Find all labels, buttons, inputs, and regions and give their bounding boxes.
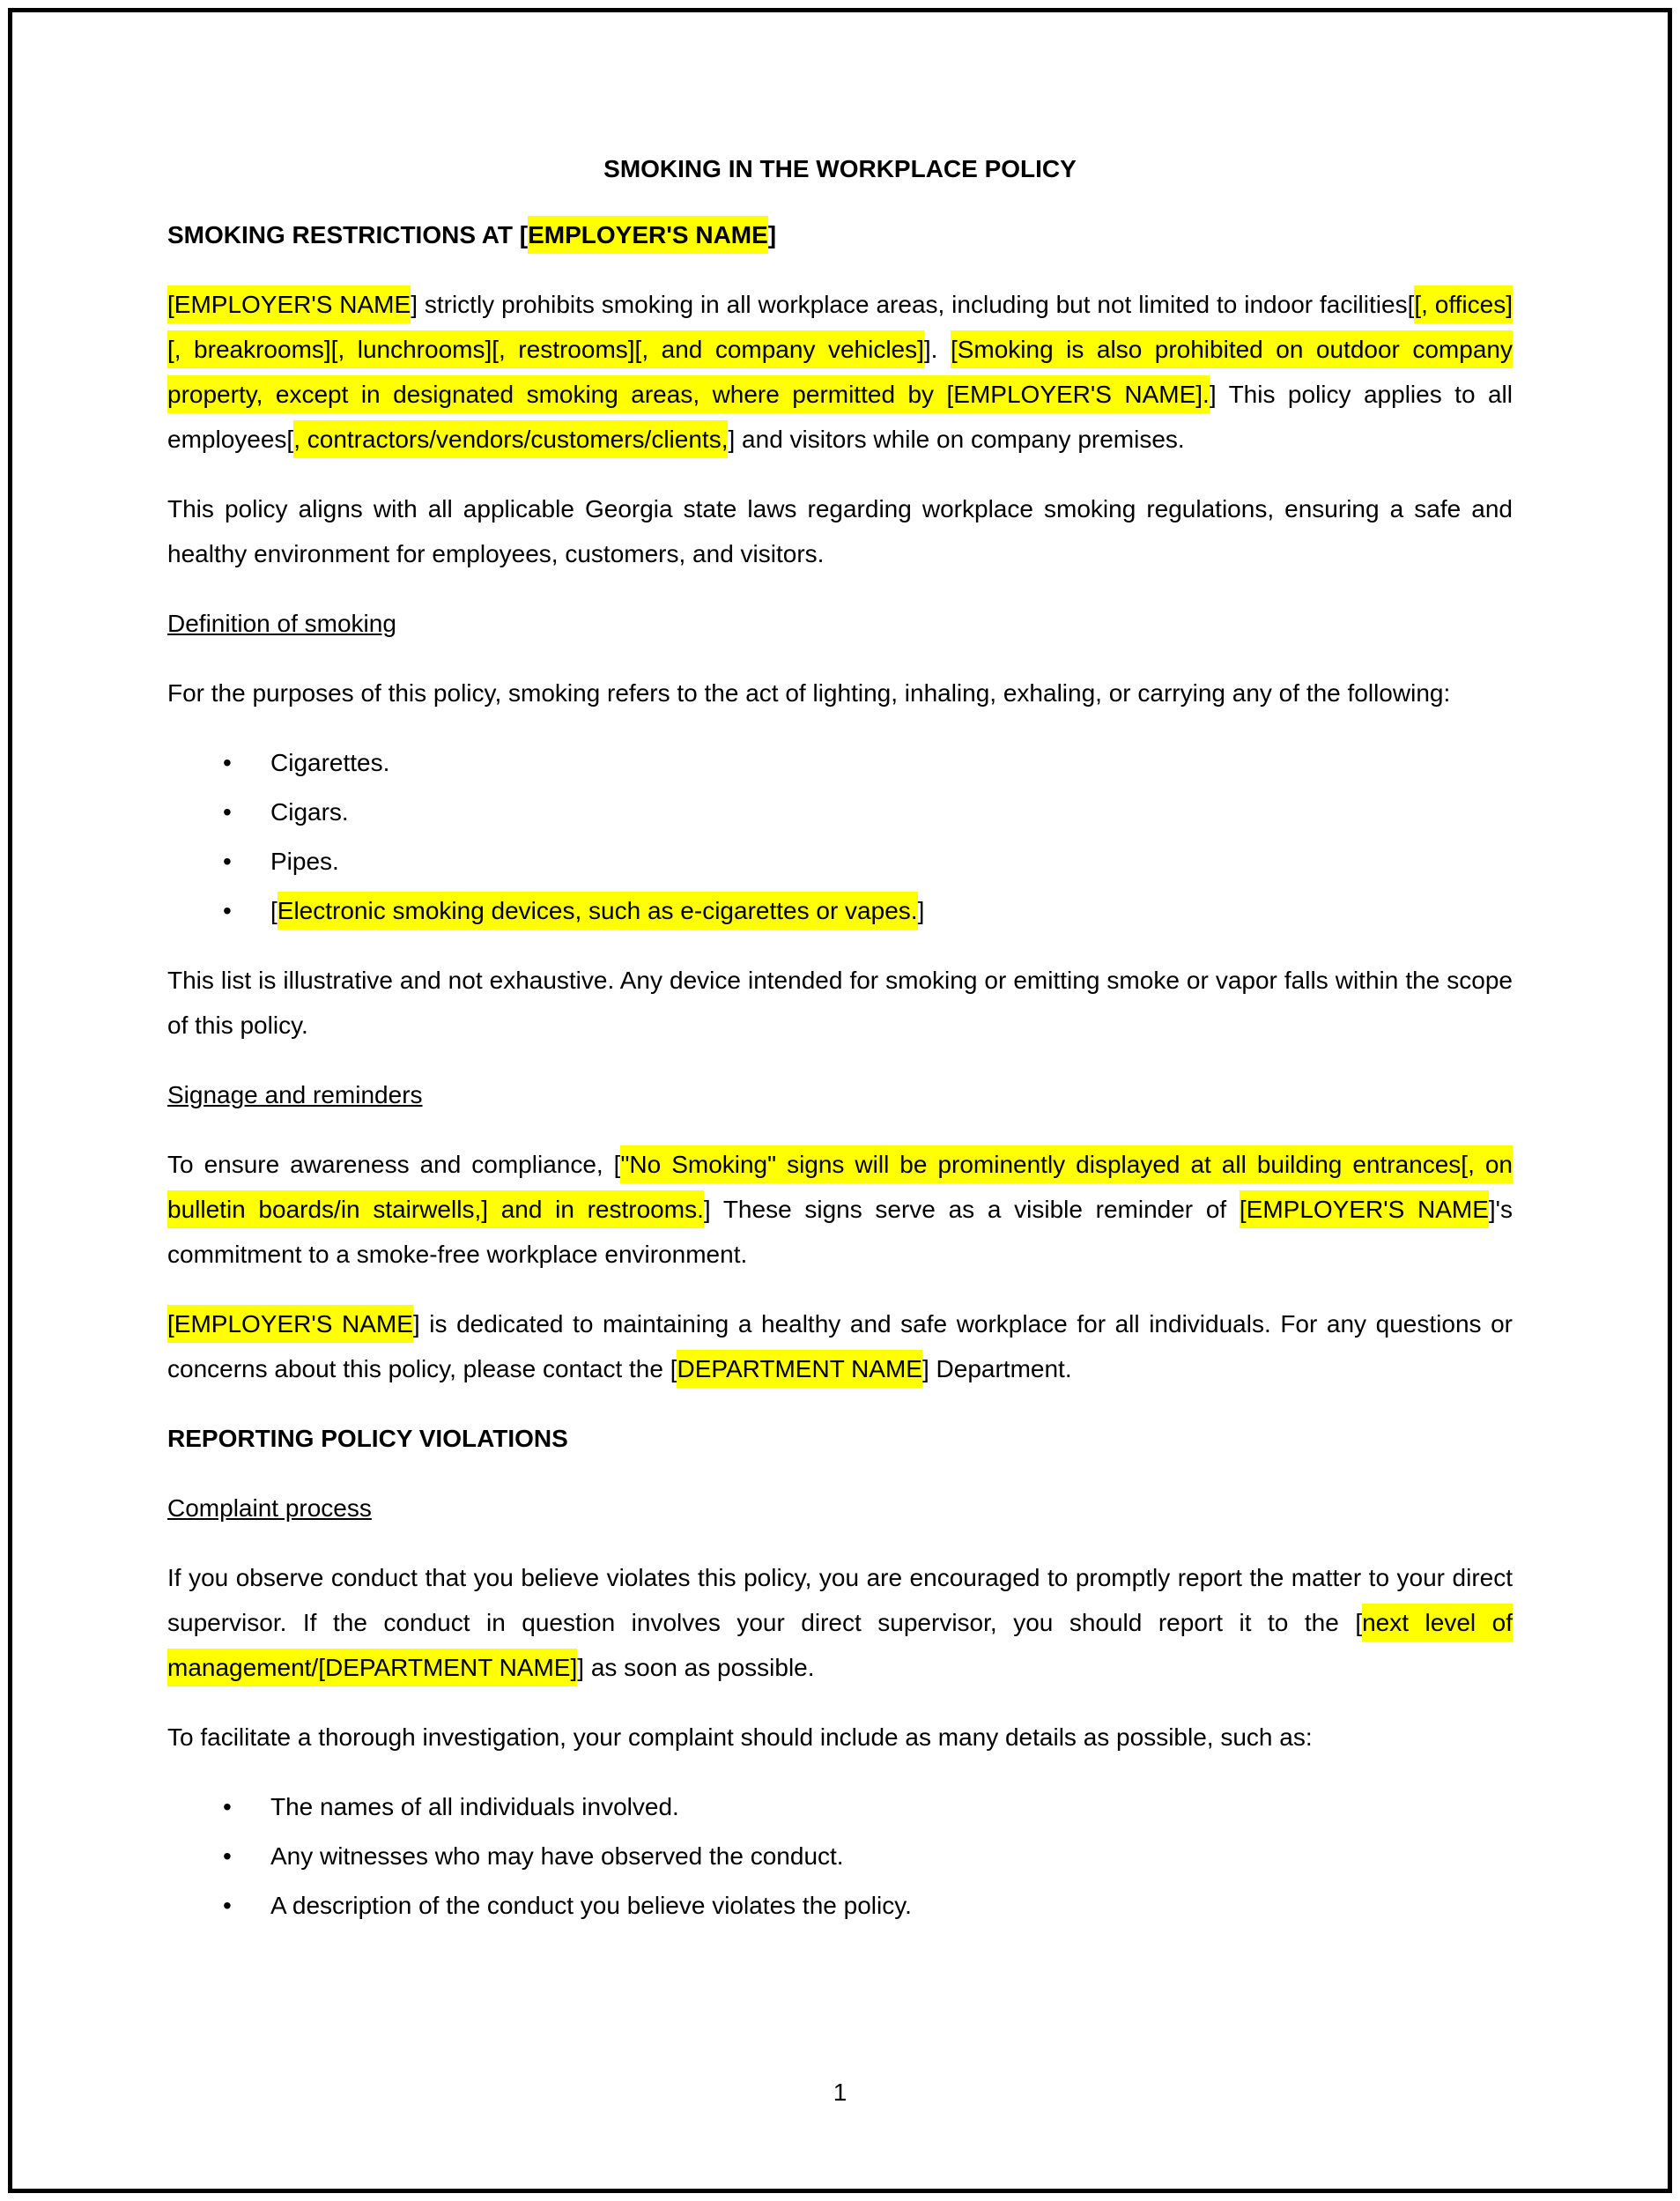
highlighted-text: [EMPLOYER'S NAME xyxy=(1240,1190,1489,1228)
heading-definition-of-smoking: Definition of smoking xyxy=(167,610,396,637)
list-item-electronic-devices xyxy=(270,888,1513,933)
text-run: ] strictly prohibits smoking in all workplace areas, including but not limited to indoor facilities[ xyxy=(411,291,1415,318)
highlighted-text: [, offices][, breakrooms][, lunchrooms][, restrooms][, and company vehicles] xyxy=(167,285,1513,368)
text-run: ]. xyxy=(923,336,951,363)
text-run: ] as soon as possible. xyxy=(577,1654,815,1681)
text-run: Pipes. xyxy=(270,848,339,875)
highlighted-text: [Smoking is also prohibited on outdoor company property, except in designated smoking areas, where permitted by [EMPLOYER'S NAME]. xyxy=(167,330,1513,413)
document-title: SMOKING IN THE WORKPLACE POLICY xyxy=(603,155,1077,182)
complaint-details-list xyxy=(167,1784,1513,1928)
list-item-cigarettes xyxy=(270,740,1513,785)
text-run: ] Department. xyxy=(921,1355,1072,1382)
page-number: 1 xyxy=(833,2079,847,2106)
paragraph-investigation-intro xyxy=(167,1715,1513,1760)
highlighted-text: Electronic smoking devices, such as e-cigarettes or vapes. xyxy=(278,892,918,930)
heading-smoking-restrictions xyxy=(167,212,1513,257)
text-run: To ensure awareness and compliance, [ xyxy=(167,1151,621,1178)
paragraph-dedication xyxy=(167,1301,1513,1391)
paragraph-illustrative-list xyxy=(167,958,1513,1048)
paragraph-signage xyxy=(167,1142,1513,1277)
text-run: Cigarettes. xyxy=(270,749,390,776)
list-item-witnesses xyxy=(270,1834,1513,1879)
text-run: Cigars. xyxy=(270,798,349,826)
text-run: ]'s commitment to a smoke-free workplace environment. xyxy=(167,1196,1513,1268)
highlighted-text: next level of management/[DEPARTMENT NAME] xyxy=(167,1604,1513,1686)
list-item-pipes xyxy=(270,839,1513,884)
heading-reporting-violations: REPORTING POLICY VIOLATIONS xyxy=(167,1425,568,1452)
list-item-cigars xyxy=(270,789,1513,834)
text-run: For the purposes of this policy, smoking refers to the act of lighting, inhaling, exhaling, or carrying any of the following: xyxy=(167,679,1451,707)
text-run: Any witnesses who may have observed the conduct. xyxy=(270,1842,844,1870)
text-run: To facilitate a thorough investigation, your complaint should include as many details as possible, such as: xyxy=(167,1723,1313,1751)
text-run: ] These signs serve as a visible reminder of xyxy=(703,1196,1240,1223)
paragraph-definition-intro xyxy=(167,671,1513,715)
text-run: ] xyxy=(917,897,925,924)
paragraph-prohibition xyxy=(167,282,1513,462)
list-item-names xyxy=(270,1784,1513,1829)
paragraph-observe-conduct xyxy=(167,1555,1513,1690)
highlighted-text: , contractors/vendors/customers/clients, xyxy=(293,420,728,458)
highlighted-text: DEPARTMENT NAME xyxy=(677,1350,921,1388)
list-item-description xyxy=(270,1883,1513,1928)
text-run: If you observe conduct that you believe violates this policy, you are encouraged to promptly report the matter to your direct supervisor. If the conduct in question involves your direct supervisor, you should report it to the [ xyxy=(167,1564,1513,1636)
heading-complaint-process: Complaint process xyxy=(167,1494,372,1522)
text-run: [ xyxy=(270,897,278,924)
text-run: ] xyxy=(767,221,777,248)
text-run: This list is illustrative and not exhaustive. Any device intended for smoking or emitting smoke or vapor falls within the scope of this policy. xyxy=(167,967,1513,1039)
smoking-items-list xyxy=(167,740,1513,933)
highlighted-text: [EMPLOYER'S NAME xyxy=(167,1305,413,1343)
text-run: SMOKING RESTRICTIONS AT [ xyxy=(167,221,529,248)
text-run: ] This policy applies to all employees[ xyxy=(167,381,1513,453)
highlighted-text: "No Smoking" signs will be prominently displayed at all building entrances[, on bulletin boards/in stairwells,] and in restrooms. xyxy=(167,1145,1513,1228)
text-run: ] is dedicated to maintaining a healthy and safe workplace for all individuals. For any questions or concerns about this policy, please contact the [ xyxy=(167,1310,1513,1382)
text-run: This policy aligns with all applicable Georgia state laws regarding workplace smoking regulations, ensuring a safe and healthy environment for employees, customers, and visitors. xyxy=(167,495,1513,567)
highlighted-text: [EMPLOYER'S NAME xyxy=(167,285,411,323)
text-run: A description of the conduct you believe violates the policy. xyxy=(270,1892,912,1919)
paragraph-georgia-law xyxy=(167,486,1513,576)
text-run: The names of all individuals involved. xyxy=(270,1793,679,1820)
heading-signage-and-reminders: Signage and reminders xyxy=(167,1081,423,1108)
text-run: ] and visitors while on company premises. xyxy=(728,426,1185,453)
highlighted-text: EMPLOYER'S NAME xyxy=(528,216,768,254)
